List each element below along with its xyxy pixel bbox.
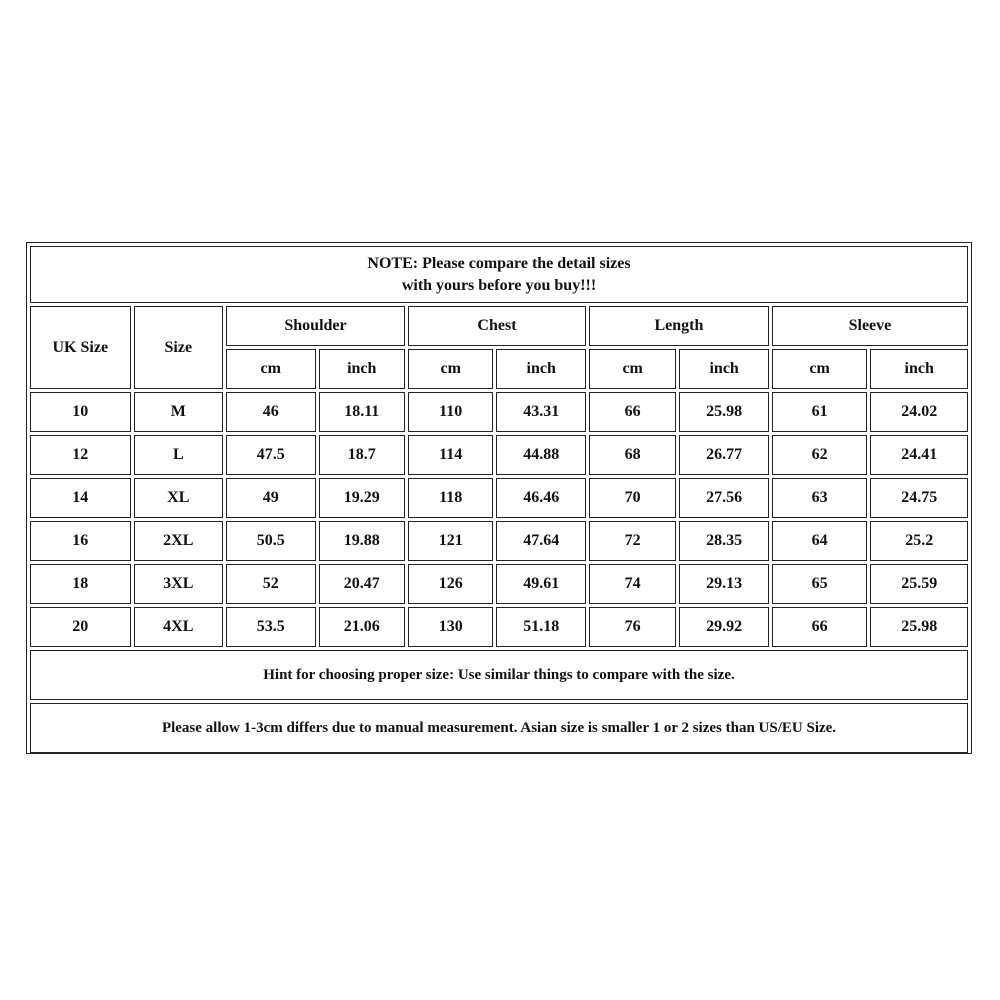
table-cell: 66: [589, 392, 676, 432]
table-row: [30, 607, 968, 647]
table-cell: 18.7: [319, 435, 405, 475]
header-sleeve: Sleeve: [772, 306, 968, 346]
table-cell: 130: [408, 607, 493, 647]
table-cell: 63: [772, 478, 868, 518]
note-line-2: with yours before you buy!!!: [401, 276, 597, 294]
size-table: [27, 243, 971, 756]
hint-text: Hint for choosing proper size: Use similar things to compare with the size.: [30, 650, 968, 700]
table-cell: 51.18: [496, 607, 585, 647]
table-cell: 10: [30, 392, 131, 432]
table-cell: 47.64: [496, 521, 585, 561]
table-cell: 74: [589, 564, 676, 604]
table-row: [30, 435, 968, 475]
table-row: [30, 521, 968, 561]
header-uk-size: UK Size: [30, 306, 131, 389]
table-cell: 25.98: [679, 392, 768, 432]
table-cell: 72: [589, 521, 676, 561]
table-cell: 61: [772, 392, 868, 432]
unit-header: cm: [589, 349, 676, 389]
table-cell: 65: [772, 564, 868, 604]
table-cell: 44.88: [496, 435, 585, 475]
table-cell: 25.2: [870, 521, 968, 561]
table-cell: 20: [30, 607, 131, 647]
unit-header: cm: [408, 349, 493, 389]
table-cell: 18: [30, 564, 131, 604]
note-line-1: NOTE: Please compare the detail sizes: [367, 254, 631, 272]
table-cell: 24.41: [870, 435, 968, 475]
table-cell: 12: [30, 435, 131, 475]
table-cell: 24.02: [870, 392, 968, 432]
header-shoulder: Shoulder: [226, 306, 405, 346]
table-cell: 118: [408, 478, 493, 518]
unit-header: cm: [772, 349, 868, 389]
size-chart: [26, 242, 972, 754]
table-cell: 62: [772, 435, 868, 475]
table-cell: 21.06: [319, 607, 405, 647]
table-cell: 20.47: [319, 564, 405, 604]
table-cell: 28.35: [679, 521, 768, 561]
table-cell: 43.31: [496, 392, 585, 432]
table-cell: L: [134, 435, 223, 475]
unit-header: inch: [870, 349, 968, 389]
table-cell: XL: [134, 478, 223, 518]
table-cell: 19.88: [319, 521, 405, 561]
table-row: [30, 392, 968, 432]
table-cell: 29.13: [679, 564, 768, 604]
table-cell: 64: [772, 521, 868, 561]
unit-header: inch: [319, 349, 405, 389]
table-cell: 18.11: [319, 392, 405, 432]
table-cell: 68: [589, 435, 676, 475]
table-cell: 121: [408, 521, 493, 561]
table-cell: 19.29: [319, 478, 405, 518]
table-cell: 126: [408, 564, 493, 604]
table-cell: 3XL: [134, 564, 223, 604]
note-cell: [30, 246, 968, 303]
header-length: Length: [589, 306, 769, 346]
unit-header: inch: [496, 349, 585, 389]
table-cell: 16: [30, 521, 131, 561]
table-cell: 66: [772, 607, 868, 647]
table-cell: 29.92: [679, 607, 768, 647]
table-cell: 25.59: [870, 564, 968, 604]
table-cell: 52: [226, 564, 315, 604]
table-cell: 4XL: [134, 607, 223, 647]
table-cell: 24.75: [870, 478, 968, 518]
table-cell: 110: [408, 392, 493, 432]
table-cell: 46: [226, 392, 315, 432]
table-cell: 26.77: [679, 435, 768, 475]
table-cell: 46.46: [496, 478, 585, 518]
table-cell: 14: [30, 478, 131, 518]
header-size: Size: [134, 306, 223, 389]
table-row: [30, 478, 968, 518]
table-cell: 49.61: [496, 564, 585, 604]
table-cell: 49: [226, 478, 315, 518]
table-cell: 2XL: [134, 521, 223, 561]
table-cell: 27.56: [679, 478, 768, 518]
unit-header: inch: [679, 349, 768, 389]
table-cell: 53.5: [226, 607, 315, 647]
unit-header: cm: [226, 349, 315, 389]
table-row: [30, 564, 968, 604]
header-chest: Chest: [408, 306, 586, 346]
footer-note: Please allow 1-3cm differs due to manual measurement. Asian size is smaller 1 or 2 sizes than US/EU Size.: [30, 703, 968, 753]
table-cell: 70: [589, 478, 676, 518]
table-cell: M: [134, 392, 223, 432]
table-cell: 25.98: [870, 607, 968, 647]
table-cell: 47.5: [226, 435, 315, 475]
table-cell: 114: [408, 435, 493, 475]
table-cell: 76: [589, 607, 676, 647]
table-cell: 50.5: [226, 521, 315, 561]
